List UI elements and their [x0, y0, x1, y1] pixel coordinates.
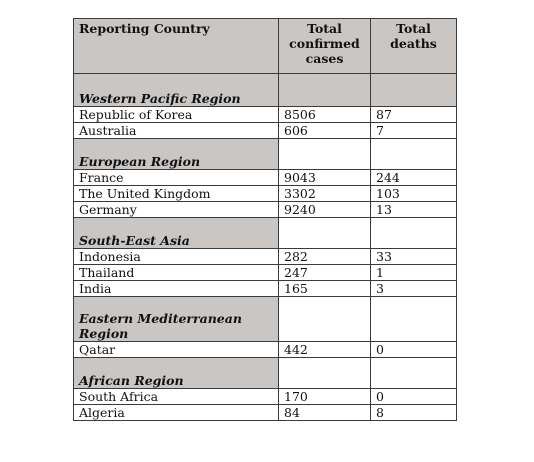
region-blank-cell [279, 297, 371, 342]
table-row [74, 107, 457, 123]
table-row [74, 202, 457, 218]
region-blank-cell [371, 74, 457, 107]
country-cell: Algeria [74, 405, 279, 421]
deaths-cell: 0 [371, 389, 457, 405]
deaths-cell: 8 [371, 405, 457, 421]
deaths-cell: 244 [371, 170, 457, 186]
table-row [74, 389, 457, 405]
region-row [74, 74, 457, 107]
header-total-confirmed-cases: Total confirmed cases [279, 19, 371, 74]
deaths-cell: 87 [371, 107, 457, 123]
cases-table [73, 18, 457, 421]
country-cell: Australia [74, 123, 279, 139]
country-cell: India [74, 281, 279, 297]
table-row [74, 249, 457, 265]
region-blank-cell [279, 74, 371, 107]
region-row [74, 139, 457, 170]
cases-cell: 282 [279, 249, 371, 265]
header-reporting-country: Reporting Country [74, 19, 279, 74]
deaths-cell: 0 [371, 342, 457, 358]
table-row [74, 342, 457, 358]
region-blank-cell [371, 139, 457, 170]
region-row [74, 297, 457, 342]
cases-cell: 170 [279, 389, 371, 405]
table-body [74, 74, 457, 421]
cases-cell: 8506 [279, 107, 371, 123]
region-row [74, 218, 457, 249]
table-header-row [74, 19, 457, 74]
cases-cell: 84 [279, 405, 371, 421]
table-row [74, 281, 457, 297]
country-cell: Thailand [74, 265, 279, 281]
deaths-cell: 1 [371, 265, 457, 281]
cases-cell: 9240 [279, 202, 371, 218]
table-row [74, 123, 457, 139]
region-row [74, 358, 457, 389]
country-cell: Qatar [74, 342, 279, 358]
country-cell: South Africa [74, 389, 279, 405]
region-name: Western Pacific Region [74, 74, 279, 107]
region-name: African Region [74, 358, 279, 389]
region-blank-cell [279, 358, 371, 389]
table-row [74, 265, 457, 281]
region-name: Eastern Mediterranean Region [74, 297, 279, 342]
region-blank-cell [279, 218, 371, 249]
region-blank-cell [371, 218, 457, 249]
country-cell: France [74, 170, 279, 186]
header-total-deaths: Total deaths [371, 19, 457, 74]
deaths-cell: 33 [371, 249, 457, 265]
cases-cell: 606 [279, 123, 371, 139]
table-row [74, 170, 457, 186]
country-cell: Indonesia [74, 249, 279, 265]
region-blank-cell [371, 297, 457, 342]
cases-cell: 3302 [279, 186, 371, 202]
country-cell: Germany [74, 202, 279, 218]
country-cell: The United Kingdom [74, 186, 279, 202]
cases-cell: 9043 [279, 170, 371, 186]
table-row [74, 405, 457, 421]
deaths-cell: 7 [371, 123, 457, 139]
cases-cell: 165 [279, 281, 371, 297]
region-blank-cell [279, 139, 371, 170]
table-row [74, 186, 457, 202]
region-name: South-East Asia [74, 218, 279, 249]
region-name: European Region [74, 139, 279, 170]
cases-cell: 442 [279, 342, 371, 358]
region-blank-cell [371, 358, 457, 389]
deaths-cell: 13 [371, 202, 457, 218]
cases-cell: 247 [279, 265, 371, 281]
deaths-cell: 3 [371, 281, 457, 297]
deaths-cell: 103 [371, 186, 457, 202]
country-cell: Republic of Korea [74, 107, 279, 123]
